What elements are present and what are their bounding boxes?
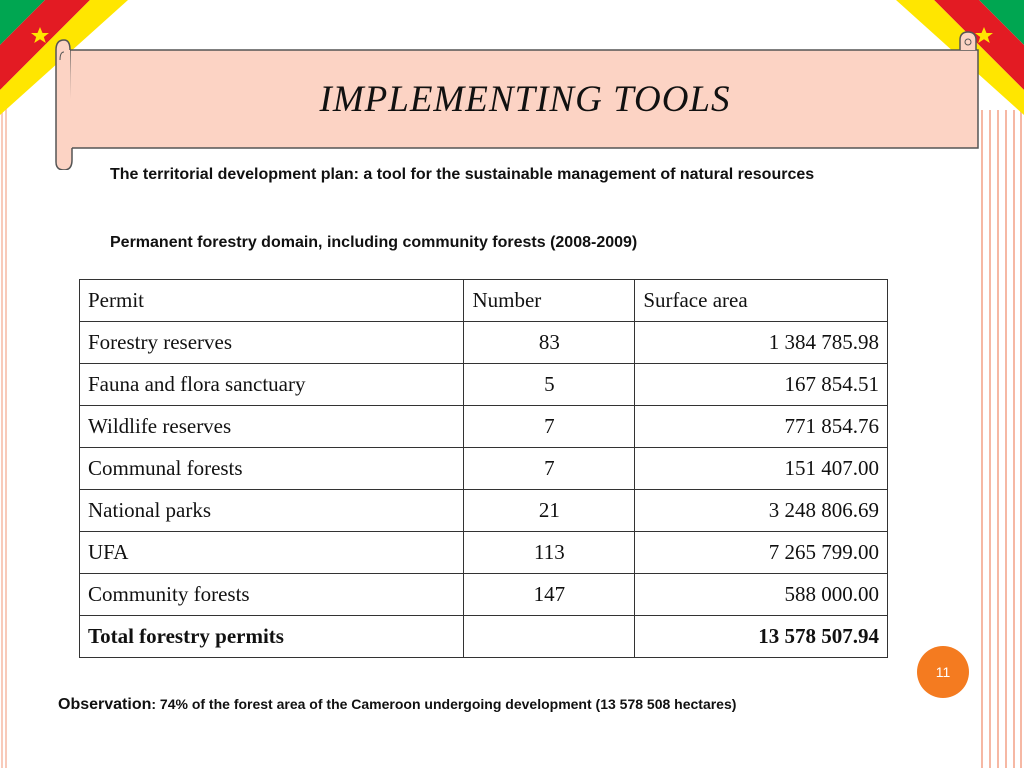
cell-number: 7 bbox=[464, 406, 635, 448]
intro-text: The territorial development plan: a tool for the sustainable management of natural resources bbox=[110, 166, 815, 183]
cell-total-number bbox=[464, 616, 635, 658]
table-row bbox=[80, 322, 888, 364]
cell-number: 21 bbox=[464, 490, 635, 532]
cell-permit: UFA bbox=[80, 532, 464, 574]
table-row bbox=[80, 574, 888, 616]
forestry-permits-table bbox=[79, 279, 888, 658]
header-surface-area: Surface area bbox=[635, 280, 888, 322]
table-total-row bbox=[80, 616, 888, 658]
cell-number: 83 bbox=[464, 322, 635, 364]
page-number-badge bbox=[917, 646, 969, 698]
cell-total-label: Total forestry permits bbox=[80, 616, 464, 658]
slide-title: IMPLEMENTING TOOLS bbox=[319, 79, 731, 120]
cell-surface: 771 854.76 bbox=[635, 406, 888, 448]
table-header-row bbox=[80, 280, 888, 322]
table-row bbox=[80, 490, 888, 532]
table-subtitle: Permanent forestry domain, including community forests (2008-2009) bbox=[110, 234, 638, 251]
table-row bbox=[80, 406, 888, 448]
left-decorative-stripes bbox=[0, 0, 10, 768]
cell-permit: Forestry reserves bbox=[80, 322, 464, 364]
cell-surface: 1 384 785.98 bbox=[635, 322, 888, 364]
page-number: 11 bbox=[935, 664, 951, 680]
cell-number: 113 bbox=[464, 532, 635, 574]
cell-permit: Communal forests bbox=[80, 448, 464, 490]
cell-surface: 3 248 806.69 bbox=[635, 490, 888, 532]
cell-permit: Community forests bbox=[80, 574, 464, 616]
observation-label: Observation bbox=[58, 696, 152, 713]
header-number: Number bbox=[464, 280, 635, 322]
cell-surface: 151 407.00 bbox=[635, 448, 888, 490]
cell-total-surface: 13 578 507.94 bbox=[635, 616, 888, 658]
cell-number: 7 bbox=[464, 448, 635, 490]
cell-surface: 7 265 799.00 bbox=[635, 532, 888, 574]
cell-permit: Wildlife reserves bbox=[80, 406, 464, 448]
cell-number: 147 bbox=[464, 574, 635, 616]
table-row bbox=[80, 448, 888, 490]
header-permit: Permit bbox=[80, 280, 464, 322]
cell-surface: 167 854.51 bbox=[635, 364, 888, 406]
right-decorative-stripes bbox=[978, 0, 1024, 768]
cell-permit: National parks bbox=[80, 490, 464, 532]
table-row bbox=[80, 364, 888, 406]
observation-text: : 74% of the forest area of the Cameroon undergoing development (13 578 508 hectares) bbox=[151, 696, 737, 712]
observation-note bbox=[58, 696, 958, 714]
cell-surface: 588 000.00 bbox=[635, 574, 888, 616]
cell-number: 5 bbox=[464, 364, 635, 406]
cell-permit: Fauna and flora sanctuary bbox=[80, 364, 464, 406]
table-row bbox=[80, 532, 888, 574]
